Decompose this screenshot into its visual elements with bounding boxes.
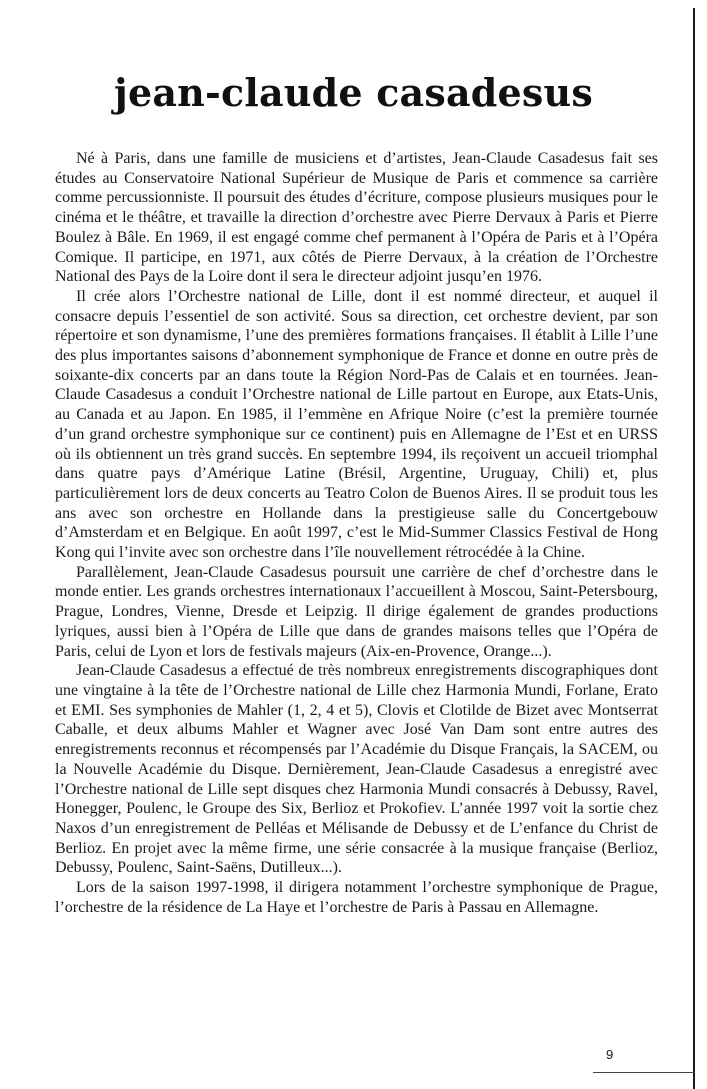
paragraph-season-1997-1998: Lors de la saison 1997-1998, il dirigera notamment l’orchestre symphonique de Prague, l’orchestre de la résidence de La Haye et l’orchestre de Paris à Passau en Allemagne. <box>55 879 658 916</box>
title-rest-3: asadesus <box>399 70 593 115</box>
paragraph-international-career: Parallèlement, Jean-Claude Casadesus poursuit une carrière de chef d’orchestre dans le monde entier. Les grands orchestres internationaux l’accueillent à Moscou, Saint-Petersbourg, Prague, Londres, Vienne, Dresde et Leipzig. Il dirige également de grandes productions lyriques, aussi bien à l’Opéra de Lille que dans de grandes maisons telles que l’Opéra de Paris, celui de Lyon et lors de festivals majeurs (Aix-en-Provence, Orange...). <box>55 563 658 660</box>
title-rest-1: ean- <box>127 70 221 115</box>
paragraph-lille-orchestra: Il crée alors l’Orchestre national de Lille, dont il est nommé directeur, et auquel il consacre depuis l’essentiel de son activité. Sous sa direction, cet orchestre devient, par son répertoire et son dynamisme, l’une des premières formations françaises. Il établit à Lille l’une des plus importantes saisons d’abonnement symphonique de France et donne en outre près de soixante-dix concerts par an dans toute la Région Nord-Pas de Calais et en tournées. Jean-Claude Casadesus a conduit l’Orchestre national de Lille partout en Europe, aux Etats-Unis, au Canada et au Japon. En 1985, il l’emmène en Afrique Noire (c’est la première tournée d’un grand orchestre symphonique sur ce continent) puis en Allemagne de l’Est et en URSS où ils obtiennent un très grand succès. En septembre 1994, ils reçoivent un accueil triomphal dans quatre pays d’Amérique Latine (Brésil, Argentine, Uruguay, Chili) et, plus particulièrement lors de deux concerts au Teatro Colon de Buenos Aires. Il se produit tous les ans avec son orchestre en Hollande dans la prestigieuse salle du Concertgebouw d’Amsterdam et en Belgique. En août 1997, c’est le Mid-Summer Classics Festival de Hong Kong qui l’invite avec son orchestre dans l’île nouvellement rétrocédée à la Chine. <box>55 287 658 562</box>
paragraph-early-career: Né à Paris, dans une famille de musiciens et d’artistes, Jean-Claude Casadesus fait ses études au Conservatoire National Supérieur de Musique de Paris et commence sa carrière comme percussionniste. Il poursuit des études d’écriture, compose plusieurs musiques pour le cinéma et le théâtre, et travaille la direction d’orchestre avec Pierre Dervaux à Paris et Pierre Boulez à Bâle. En 1969, il est engagé comme chef permanent à l’Opéra de Paris et à l’Opéra Comique. Il participe, en 1971, aux côtés de Pierre Dervaux, à la création de l’Orchestre National des Pays de la Loire dont il sera le directeur adjoint jusqu’en 1976. <box>55 150 658 286</box>
page-title <box>0 70 707 115</box>
title-initial-3: c <box>376 70 400 115</box>
title-rest-2: laude <box>244 70 377 115</box>
page-edge-rule <box>693 8 695 1089</box>
footer-rule <box>593 1072 695 1073</box>
paragraph-recordings: Jean-Claude Casadesus a effectué de très nombreux enregistrements discographiques dont une vingtaine à la tête de l’Orchestre national de Lille chez Harmonia Mundi, Forlane, Erato et EMI. Ses symphonies de Mahler (1, 2, 4 et 5), Clovis et Clotilde de Bizet avec Montserrat Caballe, et deux albums Mahler et Wagner avec José Van Dam sont entre autres des enregistrements reconnus et récompensés par l’Académie du Disque Français, la SACEM, ou la Nouvelle Académie du Disque. Dernièrement, Jean-Claude Casadesus a enregistré avec l’Orchestre national de Lille sept disques chez Harmonia Mundi consacrés à Debussy, Ravel, Honegger, Poulenc, le Groupe des Six, Berlioz et Prokofiev. L’année 1997 voit la sortie chez Naxos d’un enregistrement de Pelléas et Mélisande de Debussy et de L’enfance du Christ de Berlioz. En projet avec la même firme, une série consacrée à la musique française (Berlioz, Debussy, Poulenc, Saint-Saëns, Dutilleux...). <box>55 662 658 877</box>
page-number: 9 <box>606 1047 614 1062</box>
title-initial-1: j <box>114 70 128 115</box>
title-initial-2: c <box>220 70 245 115</box>
biography-text <box>55 149 658 917</box>
